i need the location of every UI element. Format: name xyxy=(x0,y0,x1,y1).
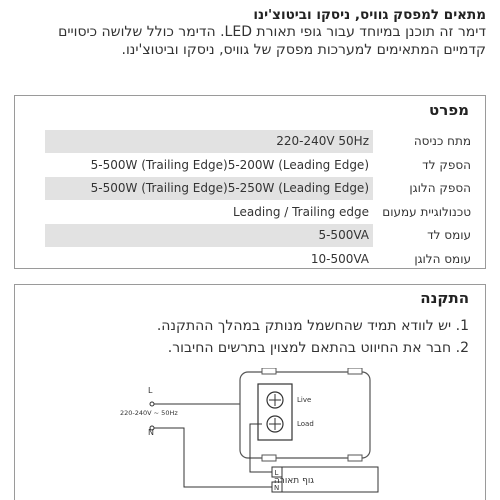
lamp-l-label: L xyxy=(274,469,279,477)
spec-title: מפרט xyxy=(429,101,469,119)
spec-row xyxy=(45,177,471,200)
dimmer-tab-icon xyxy=(348,455,362,461)
supply-label: 220-240V ~ 50Hz xyxy=(120,409,178,417)
install-title: התקנה xyxy=(420,289,469,307)
spec-value-primary: Leading / Trailing edge xyxy=(233,204,369,219)
spec-label: הספק הלוגן xyxy=(409,181,471,195)
lamp-label: גוף תאורה xyxy=(273,476,314,486)
intro-title: מתאים למפסק גוויס, ניסקו וביטוצ'ינו xyxy=(253,7,486,23)
spec-value-secondary: 5-500W (Trailing Edge) xyxy=(90,157,228,172)
spec-label: עומס לד xyxy=(427,228,471,242)
spec-value-primary: 5-500VA xyxy=(318,228,369,242)
line-terminal-icon xyxy=(150,402,154,406)
spec-row xyxy=(45,248,471,271)
wiring-diagram-svg xyxy=(100,368,390,496)
spec-value-primary: 220-240V 50Hz xyxy=(276,134,369,148)
spec-table xyxy=(45,130,471,271)
spec-value-secondary: 5-500W (Trailing Edge) xyxy=(90,181,228,195)
dimmer-tab-icon xyxy=(262,368,276,374)
load-terminal-label: Load xyxy=(297,420,314,428)
neutral-label: N xyxy=(148,428,154,437)
wiring-diagram xyxy=(100,368,390,500)
spec-value xyxy=(45,154,373,177)
spec-value-primary: 5-200W (Leading Edge) xyxy=(227,157,369,172)
spec-value xyxy=(45,248,373,271)
install-step: 2. חבר את החיווט בהתאם למצוין בתרשים החיבור. xyxy=(167,340,469,356)
spec-value xyxy=(45,177,373,200)
spec-row xyxy=(45,154,471,177)
dimmer-tab-icon xyxy=(348,368,362,374)
line-label: L xyxy=(148,386,153,395)
spec-label: הספק לד xyxy=(422,157,471,172)
spec-row xyxy=(45,201,471,224)
spec-value xyxy=(45,201,373,224)
install-steps xyxy=(25,315,469,359)
spec-row xyxy=(45,224,471,247)
spec-box xyxy=(14,95,486,269)
live-terminal-label: Live xyxy=(297,396,312,404)
spec-value-primary: 5-250W (Leading Edge) xyxy=(227,181,369,195)
spec-row xyxy=(45,130,471,153)
dimmer-tab-icon xyxy=(262,455,276,461)
spec-label: טכנולוגיית עמעום xyxy=(382,204,471,219)
lamp-n-label: N xyxy=(274,484,280,492)
intro-section xyxy=(14,6,486,59)
spec-label: עומס הלוגן xyxy=(414,251,471,266)
spec-value xyxy=(45,224,373,247)
intro-body: דימר זה תוכנן במיוחד עבור גופי תאורת LED. הדימר כולל שלושה כיסויים קדמיים המתאימים למערכות מפסק של גוויס, ניסקו וביטוצ'ינו. xyxy=(58,24,486,58)
spec-label: מתח כניסה xyxy=(413,134,471,148)
install-step: 1. יש לוודא תמיד שהחשמל מנותק במהלך ההתקנה. xyxy=(156,318,469,334)
spec-value xyxy=(45,130,373,153)
spec-value-primary: 10-500VA xyxy=(310,251,369,266)
